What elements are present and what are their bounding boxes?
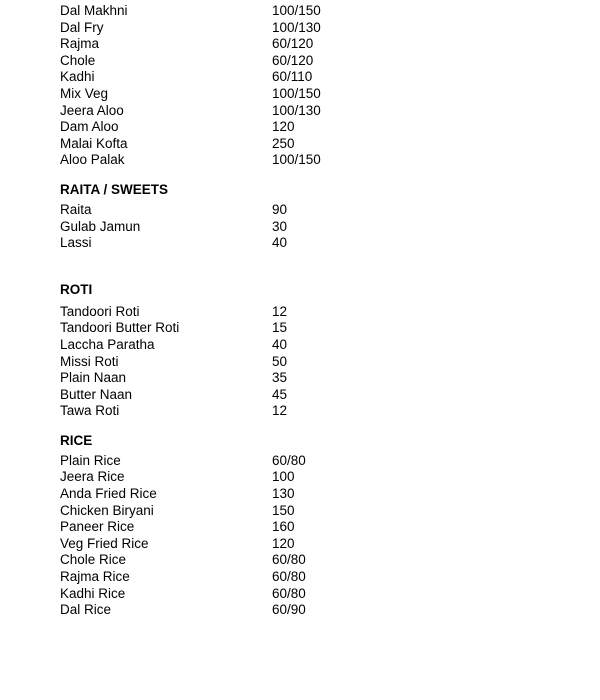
item-name: Anda Fried Rice bbox=[60, 486, 157, 502]
item-price: 15 bbox=[272, 320, 288, 336]
item-name: Raita bbox=[60, 201, 92, 217]
item-name: Dam Aloo bbox=[60, 119, 119, 135]
item-name: Kadhi Rice bbox=[60, 585, 126, 601]
menu-item bbox=[60, 202, 360, 219]
menu-item bbox=[60, 86, 360, 103]
item-name: Butter Naan bbox=[60, 386, 133, 402]
menu-item bbox=[60, 486, 360, 503]
item-name: Tandoori Butter Roti bbox=[60, 320, 180, 336]
item-name: Chole Rice bbox=[60, 552, 127, 568]
menu-item bbox=[60, 3, 360, 20]
item-name: Tawa Roti bbox=[60, 403, 120, 419]
menu-item bbox=[60, 354, 360, 371]
item-name: Dal Makhni bbox=[60, 3, 128, 18]
item-price: 250 bbox=[272, 135, 295, 151]
menu-item bbox=[60, 304, 360, 321]
menu-item bbox=[60, 469, 360, 486]
item-name: Rajma bbox=[60, 36, 100, 52]
item-price: 35 bbox=[272, 370, 288, 386]
menu-item bbox=[60, 503, 360, 520]
section-heading: ROTI bbox=[60, 281, 93, 297]
item-price: 100 bbox=[272, 469, 295, 485]
menu-item bbox=[60, 320, 360, 337]
section-dal-veg bbox=[60, 3, 360, 169]
menu-item bbox=[60, 20, 360, 37]
item-name: Tandoori Roti bbox=[60, 303, 140, 319]
item-name: Dal Fry bbox=[60, 19, 104, 35]
menu-item bbox=[60, 136, 360, 153]
item-name: Gulab Jamun bbox=[60, 218, 141, 234]
menu-item bbox=[60, 569, 360, 586]
item-price: 30 bbox=[272, 218, 288, 234]
menu-item bbox=[60, 387, 360, 404]
section-roti bbox=[60, 282, 360, 420]
item-price: 120 bbox=[272, 119, 295, 135]
menu-item bbox=[60, 69, 360, 86]
item-price: 60/80 bbox=[272, 452, 306, 468]
item-price: 100/150 bbox=[272, 3, 321, 18]
item-name: Plain Rice bbox=[60, 452, 121, 468]
menu-item bbox=[60, 403, 360, 420]
item-price: 60/120 bbox=[272, 36, 314, 52]
item-name: Missi Roti bbox=[60, 353, 119, 369]
item-price: 100/130 bbox=[272, 19, 321, 35]
item-price: 150 bbox=[272, 502, 295, 518]
item-name: Laccha Paratha bbox=[60, 336, 155, 352]
item-name: Chole bbox=[60, 52, 96, 68]
menu-item bbox=[60, 152, 360, 169]
section-heading: RAITA / SWEETS bbox=[60, 181, 168, 197]
menu-item bbox=[60, 370, 360, 387]
item-name: Chicken Biryani bbox=[60, 502, 154, 518]
item-price: 130 bbox=[272, 486, 295, 502]
item-price: 12 bbox=[272, 303, 288, 319]
item-name: Malai Kofta bbox=[60, 135, 128, 151]
menu-item bbox=[60, 235, 360, 252]
item-price: 12 bbox=[272, 403, 288, 419]
item-price: 60/120 bbox=[272, 52, 314, 68]
item-price: 60/80 bbox=[272, 569, 306, 585]
item-price: 120 bbox=[272, 535, 295, 551]
item-price: 40 bbox=[272, 235, 288, 251]
item-name: Paneer Rice bbox=[60, 519, 135, 535]
item-price: 45 bbox=[272, 386, 288, 402]
item-price: 90 bbox=[272, 201, 288, 217]
item-price: 60/90 bbox=[272, 602, 306, 618]
item-name: Dal Rice bbox=[60, 602, 112, 618]
item-price: 60/80 bbox=[272, 585, 306, 601]
section-heading: RICE bbox=[60, 432, 93, 448]
item-price: 100/130 bbox=[272, 102, 321, 118]
menu-item bbox=[60, 36, 360, 53]
menu-item bbox=[60, 602, 360, 619]
menu-item bbox=[60, 219, 360, 236]
menu-item bbox=[60, 119, 360, 136]
menu-item bbox=[60, 53, 360, 70]
item-price: 40 bbox=[272, 336, 288, 352]
section-raita-sweets bbox=[60, 182, 360, 252]
section-rice bbox=[60, 433, 360, 619]
item-name: Jeera Aloo bbox=[60, 102, 124, 118]
item-price: 60/110 bbox=[272, 69, 313, 85]
menu-item bbox=[60, 586, 360, 603]
menu-item bbox=[60, 519, 360, 536]
item-price: 50 bbox=[272, 353, 288, 369]
menu-item bbox=[60, 536, 360, 553]
item-price: 100/150 bbox=[272, 152, 321, 168]
item-name: Kadhi bbox=[60, 69, 95, 85]
menu-item bbox=[60, 103, 360, 120]
item-name: Plain Naan bbox=[60, 370, 127, 386]
item-name: Veg Fried Rice bbox=[60, 535, 149, 551]
item-name: Jeera Rice bbox=[60, 469, 125, 485]
item-price: 160 bbox=[272, 519, 295, 535]
item-name: Mix Veg bbox=[60, 85, 109, 101]
item-price: 100/150 bbox=[272, 85, 321, 101]
item-name: Aloo Palak bbox=[60, 152, 125, 168]
item-price: 60/80 bbox=[272, 552, 306, 568]
menu-item bbox=[60, 337, 360, 354]
menu-item bbox=[60, 552, 360, 569]
menu-item bbox=[60, 453, 360, 470]
item-name: Lassi bbox=[60, 235, 92, 251]
menu-document bbox=[60, 3, 360, 619]
item-name: Rajma Rice bbox=[60, 569, 130, 585]
